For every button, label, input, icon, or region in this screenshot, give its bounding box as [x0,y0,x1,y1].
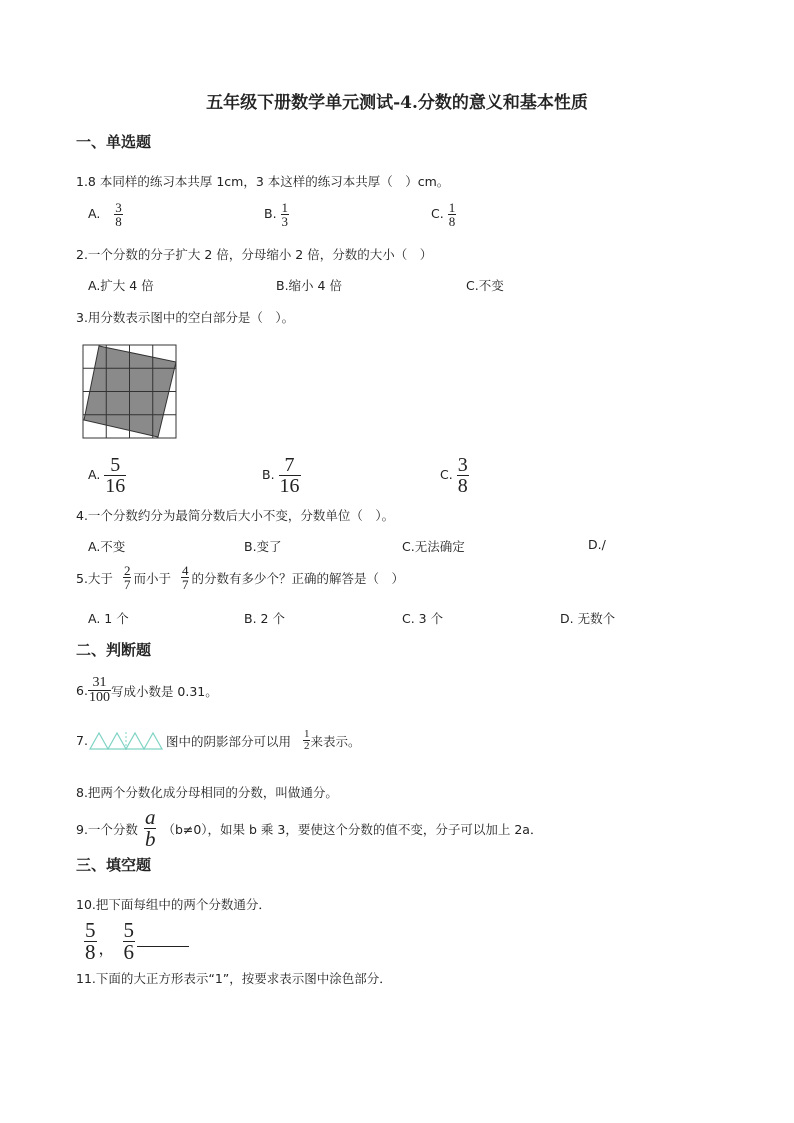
denominator: 8 [457,475,468,497]
fraction [84,920,97,963]
question-1-option-b[interactable] [264,201,289,228]
denominator: 8 [448,214,456,229]
question-10-fractions [84,920,189,963]
fraction [123,920,136,963]
option-label: A. [88,467,101,482]
numerator: a [144,805,156,829]
numerator: 5 [110,454,121,476]
option-label: C. [431,206,444,221]
triangle-shape [144,733,162,749]
question-1-option-c[interactable] [431,201,456,228]
fraction [448,201,457,228]
option-label: B. [264,206,277,221]
question-5-option-d[interactable]: D. 无数个 [560,611,616,626]
fraction [144,807,157,850]
denominator: 7 [123,577,131,592]
section-heading-single-choice: 一、单选题 [76,133,152,151]
numerator: 5 [85,918,96,942]
fraction [181,564,190,591]
denominator: 6 [123,940,135,964]
denominator: 16 [279,475,300,497]
triangles-figure [88,731,166,751]
question-5-mid: 而小于 [133,570,171,586]
numerator: 5 [123,918,135,942]
denominator: 7 [181,577,189,592]
fraction [281,201,290,228]
question-11-text: 11.下面的大正方形表示“1”，按要求表示图中涂色部分． [76,971,392,986]
denominator: b [144,827,156,851]
question-5-option-c[interactable]: C. 3 个 [402,611,444,626]
triangle-shape [126,733,144,749]
triangle-shape [108,733,126,749]
question-1-option-a[interactable] [88,201,123,228]
question-3-figure [82,344,178,440]
page-title: 五年级下册数学单元测试-4.分数的意义和基本性质 [206,93,588,113]
question-3-text: 3.用分数表示图中的空白部分是（ ）。 [76,310,295,325]
question-8-text: 8.把两个分数化成分母相同的分数，叫做通分。 [76,785,338,800]
numerator: 1 [448,200,456,215]
denominator: 8 [85,940,96,964]
section-heading-true-false: 二、判断题 [76,641,152,659]
option-label: A. [88,206,101,221]
numerator: 4 [181,563,189,578]
fraction [104,455,126,496]
denominator: 16 [105,475,126,497]
option-label: C. [440,467,453,482]
denominator: 2 [303,740,310,752]
fraction [123,564,132,591]
question-7-text [76,729,360,752]
question-6-prefix: 6. [76,683,88,698]
numerator: 3 [115,200,122,215]
numerator: 7 [284,454,295,476]
question-3-option-a[interactable] [88,455,126,496]
question-4-option-a[interactable]: A.不变 [88,539,126,554]
question-4-option-d[interactable]: D./ [588,537,606,552]
fraction [457,455,469,496]
question-6-text [76,676,218,705]
question-5-option-a[interactable]: A. 1 个 [88,611,129,626]
question-4-option-b[interactable]: B.变了 [244,539,282,554]
question-5-text [76,564,404,591]
separator: ， [98,939,115,958]
question-5-option-b[interactable]: B. 2 个 [244,611,285,626]
question-5-suffix: 的分数有多少个？正确的解答是（ ） [191,570,404,586]
denominator: 100 [88,690,110,705]
question-3-option-b[interactable] [262,455,301,496]
numerator: 2 [123,563,131,578]
numerator: 1 [281,200,289,215]
question-6-suffix: 写成小数是 0.31。 [110,683,218,699]
denominator: 8 [115,214,122,229]
question-2-option-b[interactable]: B.缩小 4 倍 [276,278,342,293]
question-7-prefix: 7. [76,733,88,748]
question-9-text [76,807,542,850]
option-label: B. [262,467,275,482]
question-2-text: 2.一个分数的分子扩大 2 倍，分母缩小 2 倍，分数的大小（ ） [76,247,433,262]
question-4-option-c[interactable]: C.无法确定 [402,539,465,554]
question-1-text: 1.8 本同样的练习本共厚 1cm，3 本这样的练习本共厚（ ）cm。 [76,174,450,189]
fraction [279,455,301,496]
numerator: 31 [92,675,107,690]
question-3-option-c[interactable] [440,455,469,496]
question-7-suffix: 来表示。 [310,733,361,749]
question-2-option-a[interactable]: A.扩大 4 倍 [88,278,154,293]
answer-blank[interactable] [137,946,189,947]
question-2-option-c[interactable]: C.不变 [466,278,504,293]
fraction [114,201,123,228]
question-4-text: 4.一个分数约分为最简分数后大小不变，分数单位（ ）。 [76,508,395,523]
section-heading-fill-in: 三、填空题 [76,856,152,874]
question-7-middle: 图中的阴影部分可以用 [165,733,291,749]
numerator: 3 [457,454,468,476]
numerator: 1 [303,728,310,740]
denominator: 3 [281,214,289,229]
triangle-shape [90,733,108,749]
question-9-suffix: （b≠0），如果 b 乘 3，要使这个分数的值不变，分子可以加上 2a． [162,821,543,837]
question-9-prefix: 9.一个分数 [76,821,138,837]
fraction [303,729,311,752]
fraction [88,676,111,705]
question-10-text: 10.把下面每组中的两个分数通分． [76,897,271,912]
question-5-prefix: 5.大于 [76,570,113,586]
